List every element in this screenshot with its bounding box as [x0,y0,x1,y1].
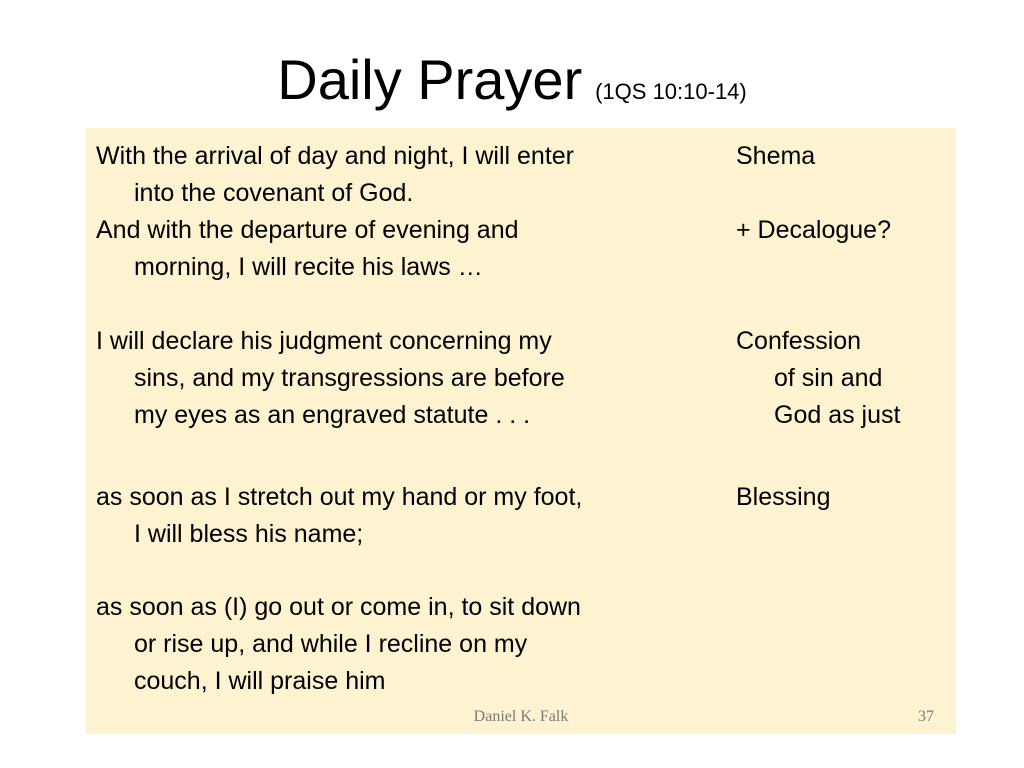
passage-line: I will bless his name; [134,520,364,548]
label-line: Confession [736,327,862,355]
passage-line: I will declare his judgment concerning my [96,327,552,355]
label-line: God as just [774,401,901,429]
title-text: Daily Prayer [277,48,583,111]
passage-line: morning, I will recite his laws … [134,253,483,281]
label-line: + Decalogue? [736,216,891,244]
passage-line: With the arrival of day and night, I will enter [96,142,575,170]
label-line: of sin and [774,364,883,392]
label-decalogue [736,212,891,249]
footer-author: Daniel K. Falk [473,708,569,725]
passage-line: as soon as I stretch out my hand or my foot, [96,483,583,511]
content-box [86,128,956,734]
passage-line: sins, and my transgressions are before [134,364,565,392]
passage-line: into the covenant of God. [134,179,414,207]
passage-line: or rise up, and while I recline on my [134,630,528,658]
passage-covenant [96,138,574,286]
label-blessing [736,479,831,516]
passage-judgment [96,323,565,434]
label-line: Shema [736,142,816,170]
label-line: Blessing [736,483,831,511]
passage-bless [96,479,582,553]
label-confession [736,323,900,434]
label-shema [736,138,815,175]
page-number: 37 [918,708,934,725]
passage-line: couch, I will praise him [134,667,386,695]
passage-praise [96,589,581,700]
passage-line: as soon as (I) go out or come in, to sit down [96,593,581,621]
scripture-reference: (1QS 10:10-14) [595,79,747,104]
passage-line: And with the departure of evening and [96,216,519,244]
passage-line: my eyes as an engraved statute . . . [134,401,531,429]
slide-title [0,48,1024,111]
